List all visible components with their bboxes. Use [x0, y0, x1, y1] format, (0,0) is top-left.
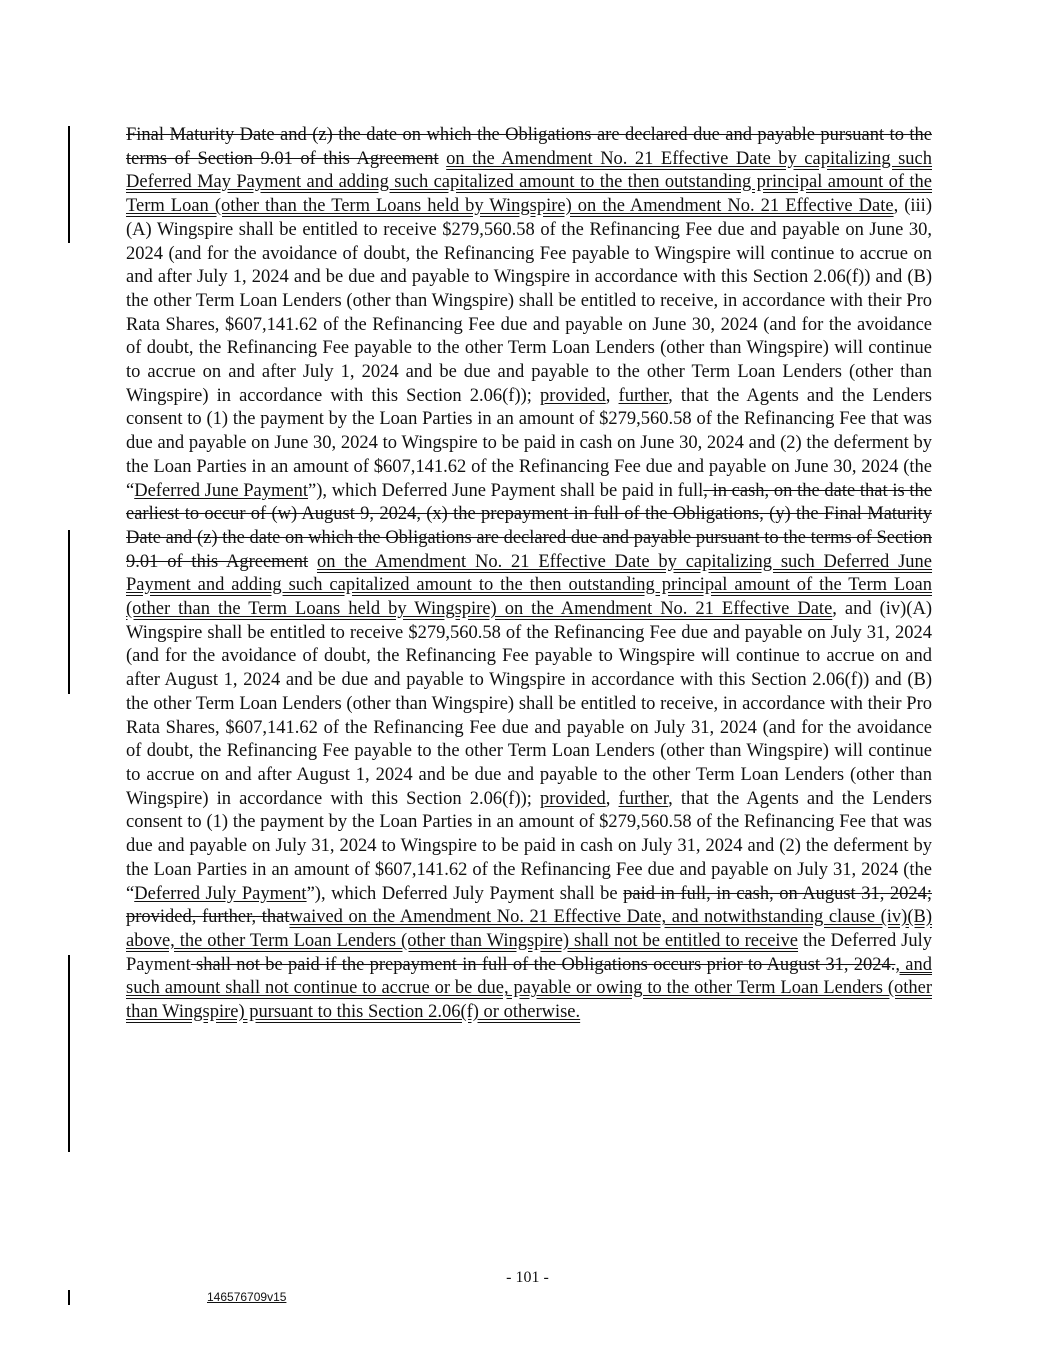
text-run: the Deferred July Payment [126, 930, 933, 975]
text-run: , [605, 788, 619, 809]
change-bar [68, 1290, 70, 1305]
page-number: - 101 - [506, 1269, 549, 1286]
change-bar [68, 955, 70, 1152]
underlined-term: Deferred June Payment [134, 480, 309, 501]
change-bar [68, 530, 70, 694]
inserted-text: , and such amount shall not continue to accrue or be due, payable or owing to the other Term Loan Lenders (other than Wingspire) pursuant to this Section 2.06(f) or otherwise. [126, 954, 932, 1023]
change-bar [68, 126, 70, 243]
text-run: , and (iv)(A) Wingspire shall be entitled to receive $279,560.58 of the Refinancing Fee due and payable on July 31, 2024 (and for the avoidance of doubt, the Refinancing Fee payable to Wingspire will continue to accrue on and after August 1, 2024 and be due and payable to Wingspire in accordance with this Section 2.06(f)) and (B) the other Term Loan Lenders (other than Wingspire) shall be entitled to receive, in accordance with their Pro Rata Shares, $607,141.62 of the Refinancing Fee due and payable on July 31, 2024 (and for the avoidance of doubt, the Refinancing Fee payable to the other Term Loan Lenders (other than Wingspire) will continue to accrue on and after August 1, 2024 and be due and payable to the other Term Loan Lenders (other than Wingspire) in accordance with this Section 2.06(f)); [126, 599, 932, 809]
inserted-text: on the Amendment No. 21 Effective Date by capitalizing such Deferred May Payment and adding such capitalized amount to the then outstanding principal amount of the Term Loan (other than the Term Loans held by Wingspire) on the Amendment No. 21 Effective Date [126, 148, 932, 217]
underlined-term: provided [540, 385, 606, 406]
paragraph-text [126, 124, 932, 1025]
body-paragraph [126, 124, 932, 1025]
document-id: 146576709v15 [207, 1290, 287, 1304]
text-run: , that the Agents and the Lenders consent to (1) the payment by the Loan Parties in an amount of $279,560.58 of the Refinancing Fee that was due and payable on June 30, 2024 to Wingspire to be paid in cash on June 30, 2024 and (2) the deferment by the Loan Parties in an amount of $607,141.62 of the Refinancing Fee due and payable on June 30, 2024 (the “ [126, 385, 932, 501]
deleted-text: shall not be paid if the prepayment in full of the Obligations occurs prior to August 31, 2024. [190, 954, 896, 975]
deleted-text: Final Maturity Date and (z) the date on which the Obligations are declared due and payable pursuant to the terms of Section 9.01 of this Agreement [126, 125, 932, 169]
text-run: , (iii)(A) Wingspire shall be entitled to receive $279,560.58 of the Refinancing Fee due and payable on June 30, 2024 (and for the avoidance of doubt, the Refinancing Fee payable to Wingspire will continue to accrue on and after July 1, 2024 and be due and payable to Wingspire in accordance with this Section 2.06(f)) and (B) the other Term Loan Lenders (other than Wingspire) shall be entitled to receive, in accordance with their Pro Rata Shares, $607,141.62 of the Refinancing Fee due and payable on June 30, 2024 (and for the avoidance of doubt, the Refinancing Fee payable to the other Term Loan Lenders (other than Wingspire) will continue to accrue on and after July 1, 2024 and be due and payable to the other Term Loan Lenders (other than Wingspire) in accordance with this Section 2.06(f)); [126, 196, 932, 406]
text-run: , [605, 385, 619, 406]
deleted-text: , in cash, on the date that is the earliest to occur of (w) August 9, 2024, (x) the prepayment in full of the Obligations, (y) the Final Maturity Date and (z) the date on which the Obligations are declared due and payable pursuant to the terms of Section 9.01 of this Agreement [126, 480, 932, 572]
underlined-term: further [618, 385, 669, 406]
text-run [308, 552, 317, 572]
underlined-term: Deferred July Payment [134, 883, 307, 904]
text-run: ”), which Deferred July Payment shall be [306, 883, 624, 904]
underlined-term: further [618, 788, 669, 809]
inserted-text: on the Amendment No. 21 Effective Date by capitalizing such Deferred June Payment and adding such capitalized amount to the then outstanding principal amount of the Term Loan (other than the Term Loans held by Wingspire) on the Amendment No. 21 Effective Date [126, 551, 933, 620]
text-run: , that the Agents and the Lenders consent to (1) the payment by the Loan Parties in an amount of $279,560.58 of the Refinancing Fee that was due and payable on July 31, 2024 to Wingspire to be paid in cash on July 31, 2024 and (2) the deferment by the Loan Parties in an amount of $607,141.62 of the Refinancing Fee due and payable on July 31, 2024 (the “ [126, 788, 932, 904]
underlined-term: provided [540, 788, 606, 809]
text-run: ”), which Deferred June Payment shall be paid in full [308, 480, 704, 501]
inserted-text: waived on the Amendment No. 21 Effective Date, and notwithstanding clause (iv)(B) above, the other Term Loan Lenders (other than Wingspire) shall not be entitled to receive [126, 907, 932, 951]
deleted-text: paid in full, in cash, on August 31, 2024; provided, further, that [126, 883, 932, 928]
